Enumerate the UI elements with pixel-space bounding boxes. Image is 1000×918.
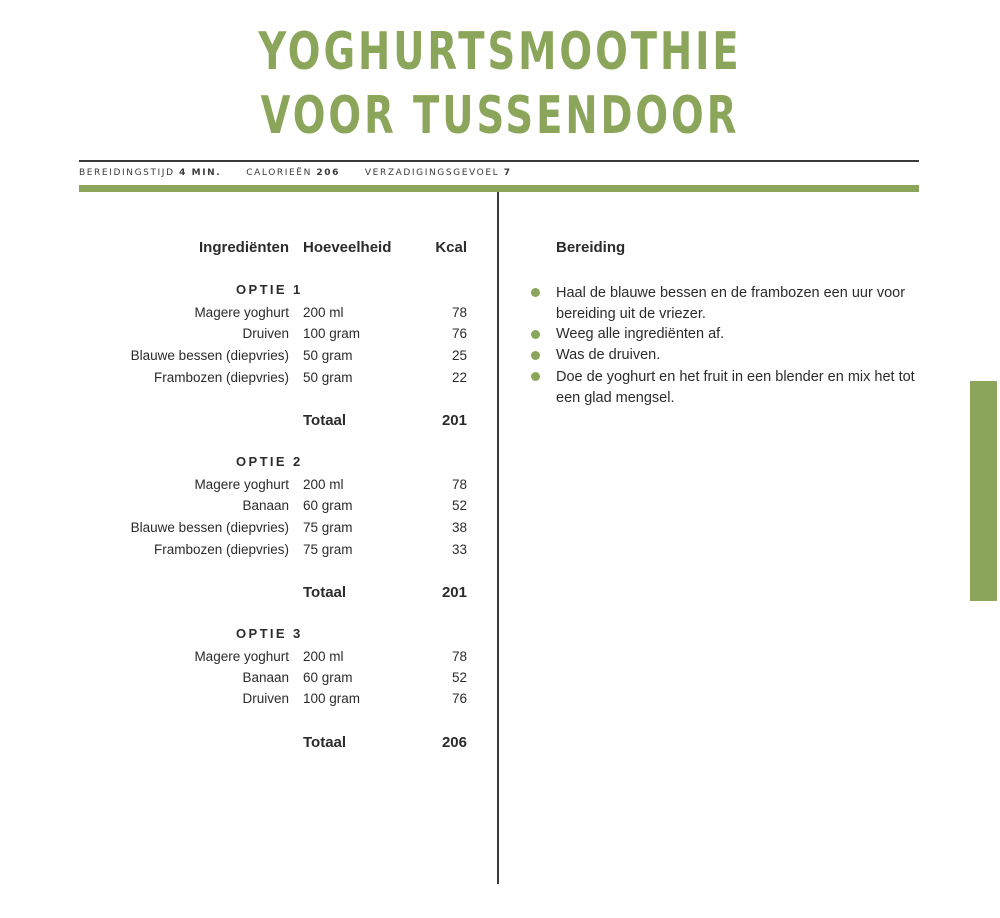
kcal-cell: 76 xyxy=(451,691,467,706)
ingredient-cell: Magere yoghurt xyxy=(194,305,289,320)
ingredient-cell: Blauwe bessen (diepvries) xyxy=(130,520,289,535)
header-quantity: Hoeveelheid xyxy=(303,239,392,256)
ingredient-cell: Banaan xyxy=(242,498,289,513)
ingredient-cell: Druiven xyxy=(242,691,289,706)
title-line-1: YOGHURTSMOOTHIE xyxy=(258,22,742,82)
calories-value: 206 xyxy=(316,168,340,178)
header-ingredients: Ingrediënten xyxy=(198,239,289,256)
total-value: 201 xyxy=(441,412,467,429)
preparation-step: Weeg alle ingrediënten af. xyxy=(556,326,725,342)
recipe-meta xyxy=(79,168,512,178)
option-title: OPTIE 2 xyxy=(236,454,303,469)
quantity-cell: 60 gram xyxy=(303,670,353,685)
kcal-cell: 33 xyxy=(451,542,467,557)
ingredient-cell: Magere yoghurt xyxy=(194,477,289,492)
ingredient-cell: Magere yoghurt xyxy=(194,649,289,664)
kcal-cell: 78 xyxy=(451,477,467,492)
bullet-icon xyxy=(531,330,540,339)
bullet-icon xyxy=(531,351,540,360)
quantity-cell: 50 gram xyxy=(303,370,353,385)
kcal-cell: 38 xyxy=(451,520,467,535)
total-label: Totaal xyxy=(303,584,347,601)
ingredient-cell: Blauwe bessen (diepvries) xyxy=(130,348,289,363)
bullet-icon xyxy=(531,288,540,297)
total-value: 201 xyxy=(441,584,467,601)
preparation-step: Doe de yoghurt en het fruit in een blender en mix het tot een glad mengsel. xyxy=(556,369,915,406)
kcal-cell: 25 xyxy=(451,348,467,363)
quantity-cell: 60 gram xyxy=(303,498,353,513)
top-divider xyxy=(79,160,919,162)
ingredient-cell: Frambozen (diepvries) xyxy=(153,542,289,557)
preparation-step: Was de druiven. xyxy=(556,347,661,363)
option-title: OPTIE 3 xyxy=(236,626,303,641)
title-line-2: VOOR TUSSENDOOR xyxy=(260,86,740,146)
quantity-cell: 200 ml xyxy=(303,649,344,664)
quantity-cell: 100 gram xyxy=(303,691,361,706)
page-title xyxy=(130,20,870,148)
prep-time-label: BEREIDINGSTIJD xyxy=(79,168,175,178)
bullet-icon xyxy=(531,372,540,381)
satiety-label: VERZADIGINGSGEVOEL xyxy=(364,168,500,178)
column-divider xyxy=(497,192,499,884)
header-kcal: Kcal xyxy=(435,239,467,256)
ingredient-cell: Druiven xyxy=(242,326,289,341)
preparation-step: Haal de blauwe bessen en de frambozen een uur voor bereiding uit de vriezer. xyxy=(556,285,906,322)
total-label: Totaal xyxy=(303,734,347,751)
quantity-cell: 75 gram xyxy=(303,520,353,535)
option-title: OPTIE 1 xyxy=(236,282,303,297)
quantity-cell: 200 ml xyxy=(303,477,344,492)
kcal-cell: 52 xyxy=(451,498,467,513)
kcal-cell: 78 xyxy=(451,305,467,320)
quantity-cell: 50 gram xyxy=(303,348,353,363)
quantity-cell: 75 gram xyxy=(303,542,353,557)
calories-label: CALORIEËN xyxy=(246,168,312,178)
satiety-value: 7 xyxy=(503,168,512,178)
prep-time-value: 4 MIN. xyxy=(179,168,222,178)
kcal-cell: 78 xyxy=(451,649,467,664)
kcal-cell: 76 xyxy=(451,326,467,341)
side-tab-marker xyxy=(970,381,997,601)
quantity-cell: 200 ml xyxy=(303,305,344,320)
quantity-cell: 100 gram xyxy=(303,326,361,341)
kcal-cell: 22 xyxy=(451,370,467,385)
ingredient-cell: Frambozen (diepvries) xyxy=(153,370,289,385)
ingredient-cell: Banaan xyxy=(242,670,289,685)
total-value: 206 xyxy=(441,734,467,751)
kcal-cell: 52 xyxy=(451,670,467,685)
total-label: Totaal xyxy=(303,412,347,429)
accent-divider xyxy=(79,185,919,192)
preparation-heading: Bereiding xyxy=(556,239,626,256)
